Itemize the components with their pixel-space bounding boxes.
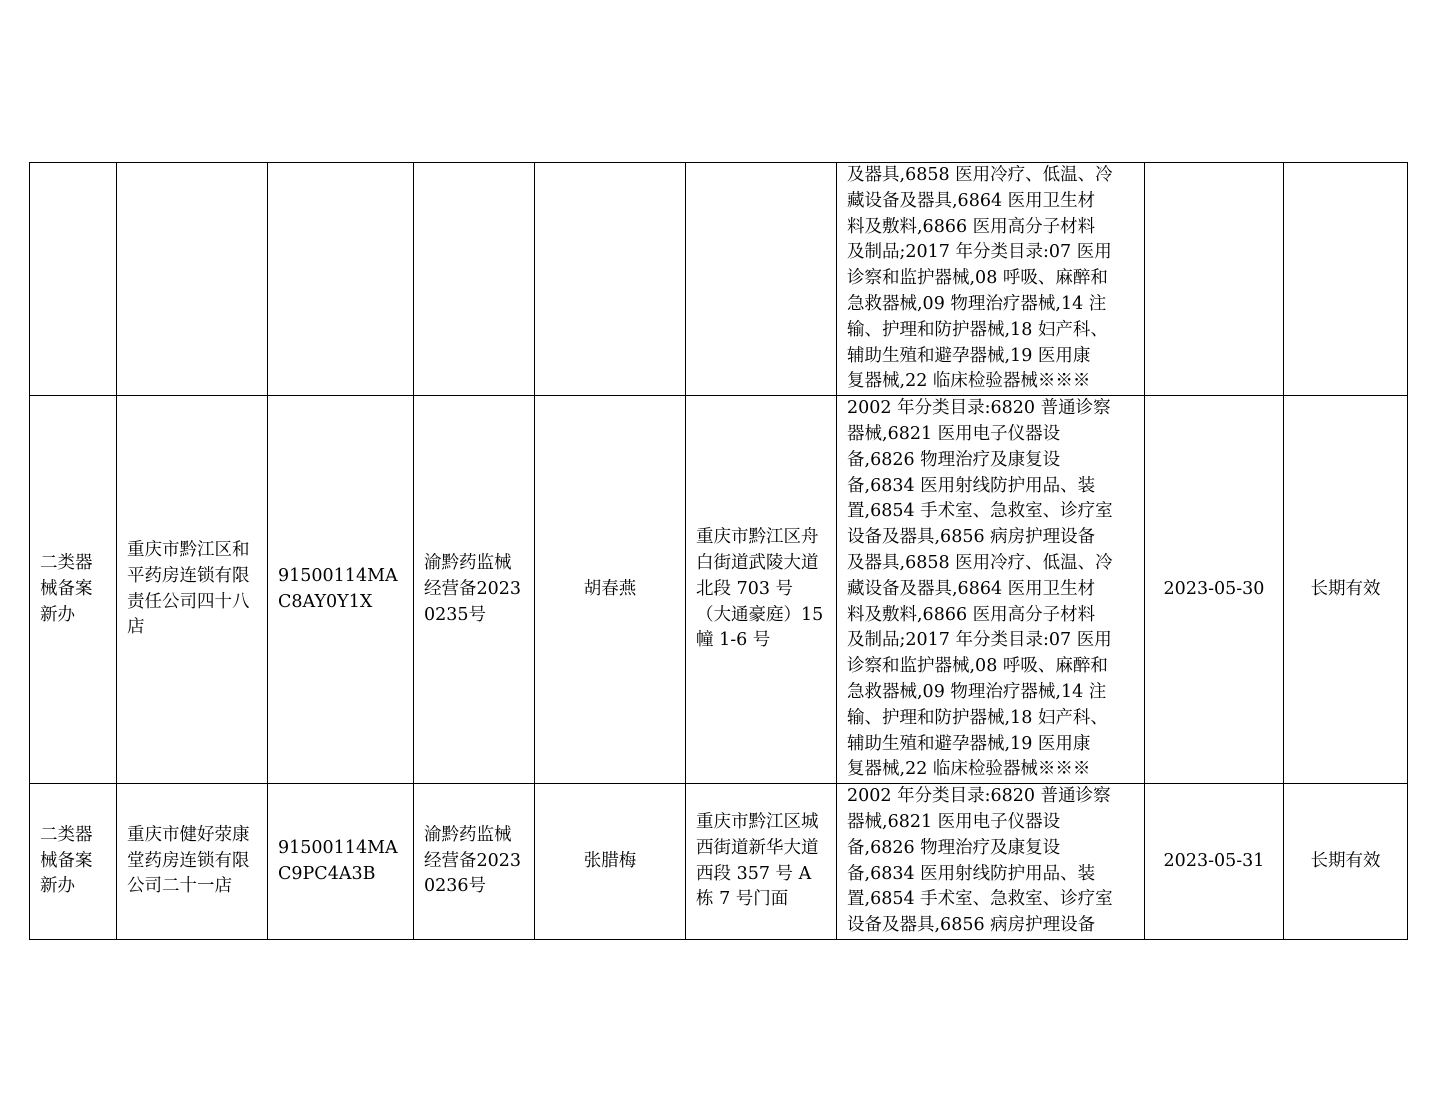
date-cell: 2023-05-30 [1145, 396, 1284, 784]
scope-line: 急救器械,09 物理治疗器械,14 注 [847, 681, 1107, 702]
scope-line: 置,6854 手术室、急救室、诊疗室 [847, 501, 1113, 522]
scope-line: 料及敷料,6866 医用高分子材料 [847, 604, 1096, 625]
address-cell [686, 163, 837, 396]
scope-line: 置,6854 手术室、急救室、诊疗室 [847, 889, 1113, 910]
scope-cell [837, 163, 1145, 396]
scope-line: 及制品;2017 年分类目录:07 医用 [847, 242, 1112, 263]
date-cell [1145, 163, 1284, 396]
license-cell [414, 163, 535, 396]
credit-code-cell: 91500114MAC8AY0Y1X [268, 396, 414, 784]
scope-line: 诊察和监护器械,08 呼吸、麻醉和 [847, 268, 1108, 289]
scope-line: 器械,6821 医用电子仪器设 [847, 811, 1061, 832]
scope-line: 复器械,22 临床检验器械※※※ [847, 371, 1091, 392]
table-row [30, 163, 1408, 396]
scope-line: 2002 年分类目录:6820 普通诊察 [847, 786, 1111, 807]
scope-line: 及制品;2017 年分类目录:07 医用 [847, 630, 1112, 651]
scope-line: 辅助生殖和避孕器械,19 医用康 [847, 345, 1091, 366]
scope-line: 备,6834 医用射线防护用品、装 [847, 475, 1096, 496]
scope-line: 设备及器具,6856 病房护理设备 [847, 915, 1096, 936]
validity-cell [1284, 163, 1408, 396]
license-cell: 渝黔药监械经营备20230235号 [414, 396, 535, 784]
credit-code-cell [268, 163, 414, 396]
address-cell: 重庆市黔江区舟白街道武陵大道北段 703 号（大通豪庭）15 幢 1-6 号 [686, 396, 837, 784]
table-row [30, 396, 1408, 784]
scope-line: 备,6834 医用射线防护用品、装 [847, 863, 1096, 884]
credit-code-cell: 91500114MAC9PC4A3B [268, 784, 414, 940]
scope-line: 及器具,6858 医用冷疗、低温、冷 [847, 552, 1113, 573]
scope-line: 辅助生殖和避孕器械,19 医用康 [847, 733, 1091, 754]
validity-cell: 长期有效 [1284, 784, 1408, 940]
validity-cell: 长期有效 [1284, 396, 1408, 784]
scope-line: 器械,6821 医用电子仪器设 [847, 423, 1061, 444]
scope-line: 复器械,22 临床检验器械※※※ [847, 759, 1091, 780]
type-cell: 二类器械备案新办 [30, 784, 117, 940]
scope-line: 备,6826 物理治疗及康复设 [847, 837, 1061, 858]
scope-line: 备,6826 物理治疗及康复设 [847, 449, 1061, 470]
scope-line: 料及敷料,6866 医用高分子材料 [847, 216, 1096, 237]
scope-cell [837, 784, 1145, 940]
scope-line: 藏设备及器具,6864 医用卫生材 [847, 578, 1096, 599]
type-cell [30, 163, 117, 396]
person-cell: 张腊梅 [535, 784, 686, 940]
person-cell [535, 163, 686, 396]
scope-line: 输、护理和防护器械,18 妇产科、 [847, 707, 1108, 728]
person-cell: 胡春燕 [535, 396, 686, 784]
company-cell [117, 163, 268, 396]
company-cell: 重庆市黔江区和平药房连锁有限责任公司四十八店 [117, 396, 268, 784]
scope-line: 及器具,6858 医用冷疗、低温、冷 [847, 165, 1113, 185]
scope-line: 急救器械,09 物理治疗器械,14 注 [847, 293, 1107, 314]
table-row [30, 784, 1408, 940]
scope-line: 2002 年分类目录:6820 普通诊察 [847, 398, 1111, 419]
scope-line: 设备及器具,6856 病房护理设备 [847, 527, 1096, 548]
type-cell: 二类器械备案新办 [30, 396, 117, 784]
scope-cell [837, 396, 1145, 784]
address-cell: 重庆市黔江区城西街道新华大道西段 357 号 A 栋 7 号门面 [686, 784, 837, 940]
record-table [29, 162, 1408, 940]
date-cell: 2023-05-31 [1145, 784, 1284, 940]
license-cell: 渝黔药监械经营备20230236号 [414, 784, 535, 940]
scope-line: 诊察和监护器械,08 呼吸、麻醉和 [847, 656, 1108, 677]
scope-line: 藏设备及器具,6864 医用卫生材 [847, 190, 1096, 211]
scope-line: 输、护理和防护器械,18 妇产科、 [847, 319, 1108, 340]
company-cell: 重庆市健好荥康堂药房连锁有限公司二十一店 [117, 784, 268, 940]
